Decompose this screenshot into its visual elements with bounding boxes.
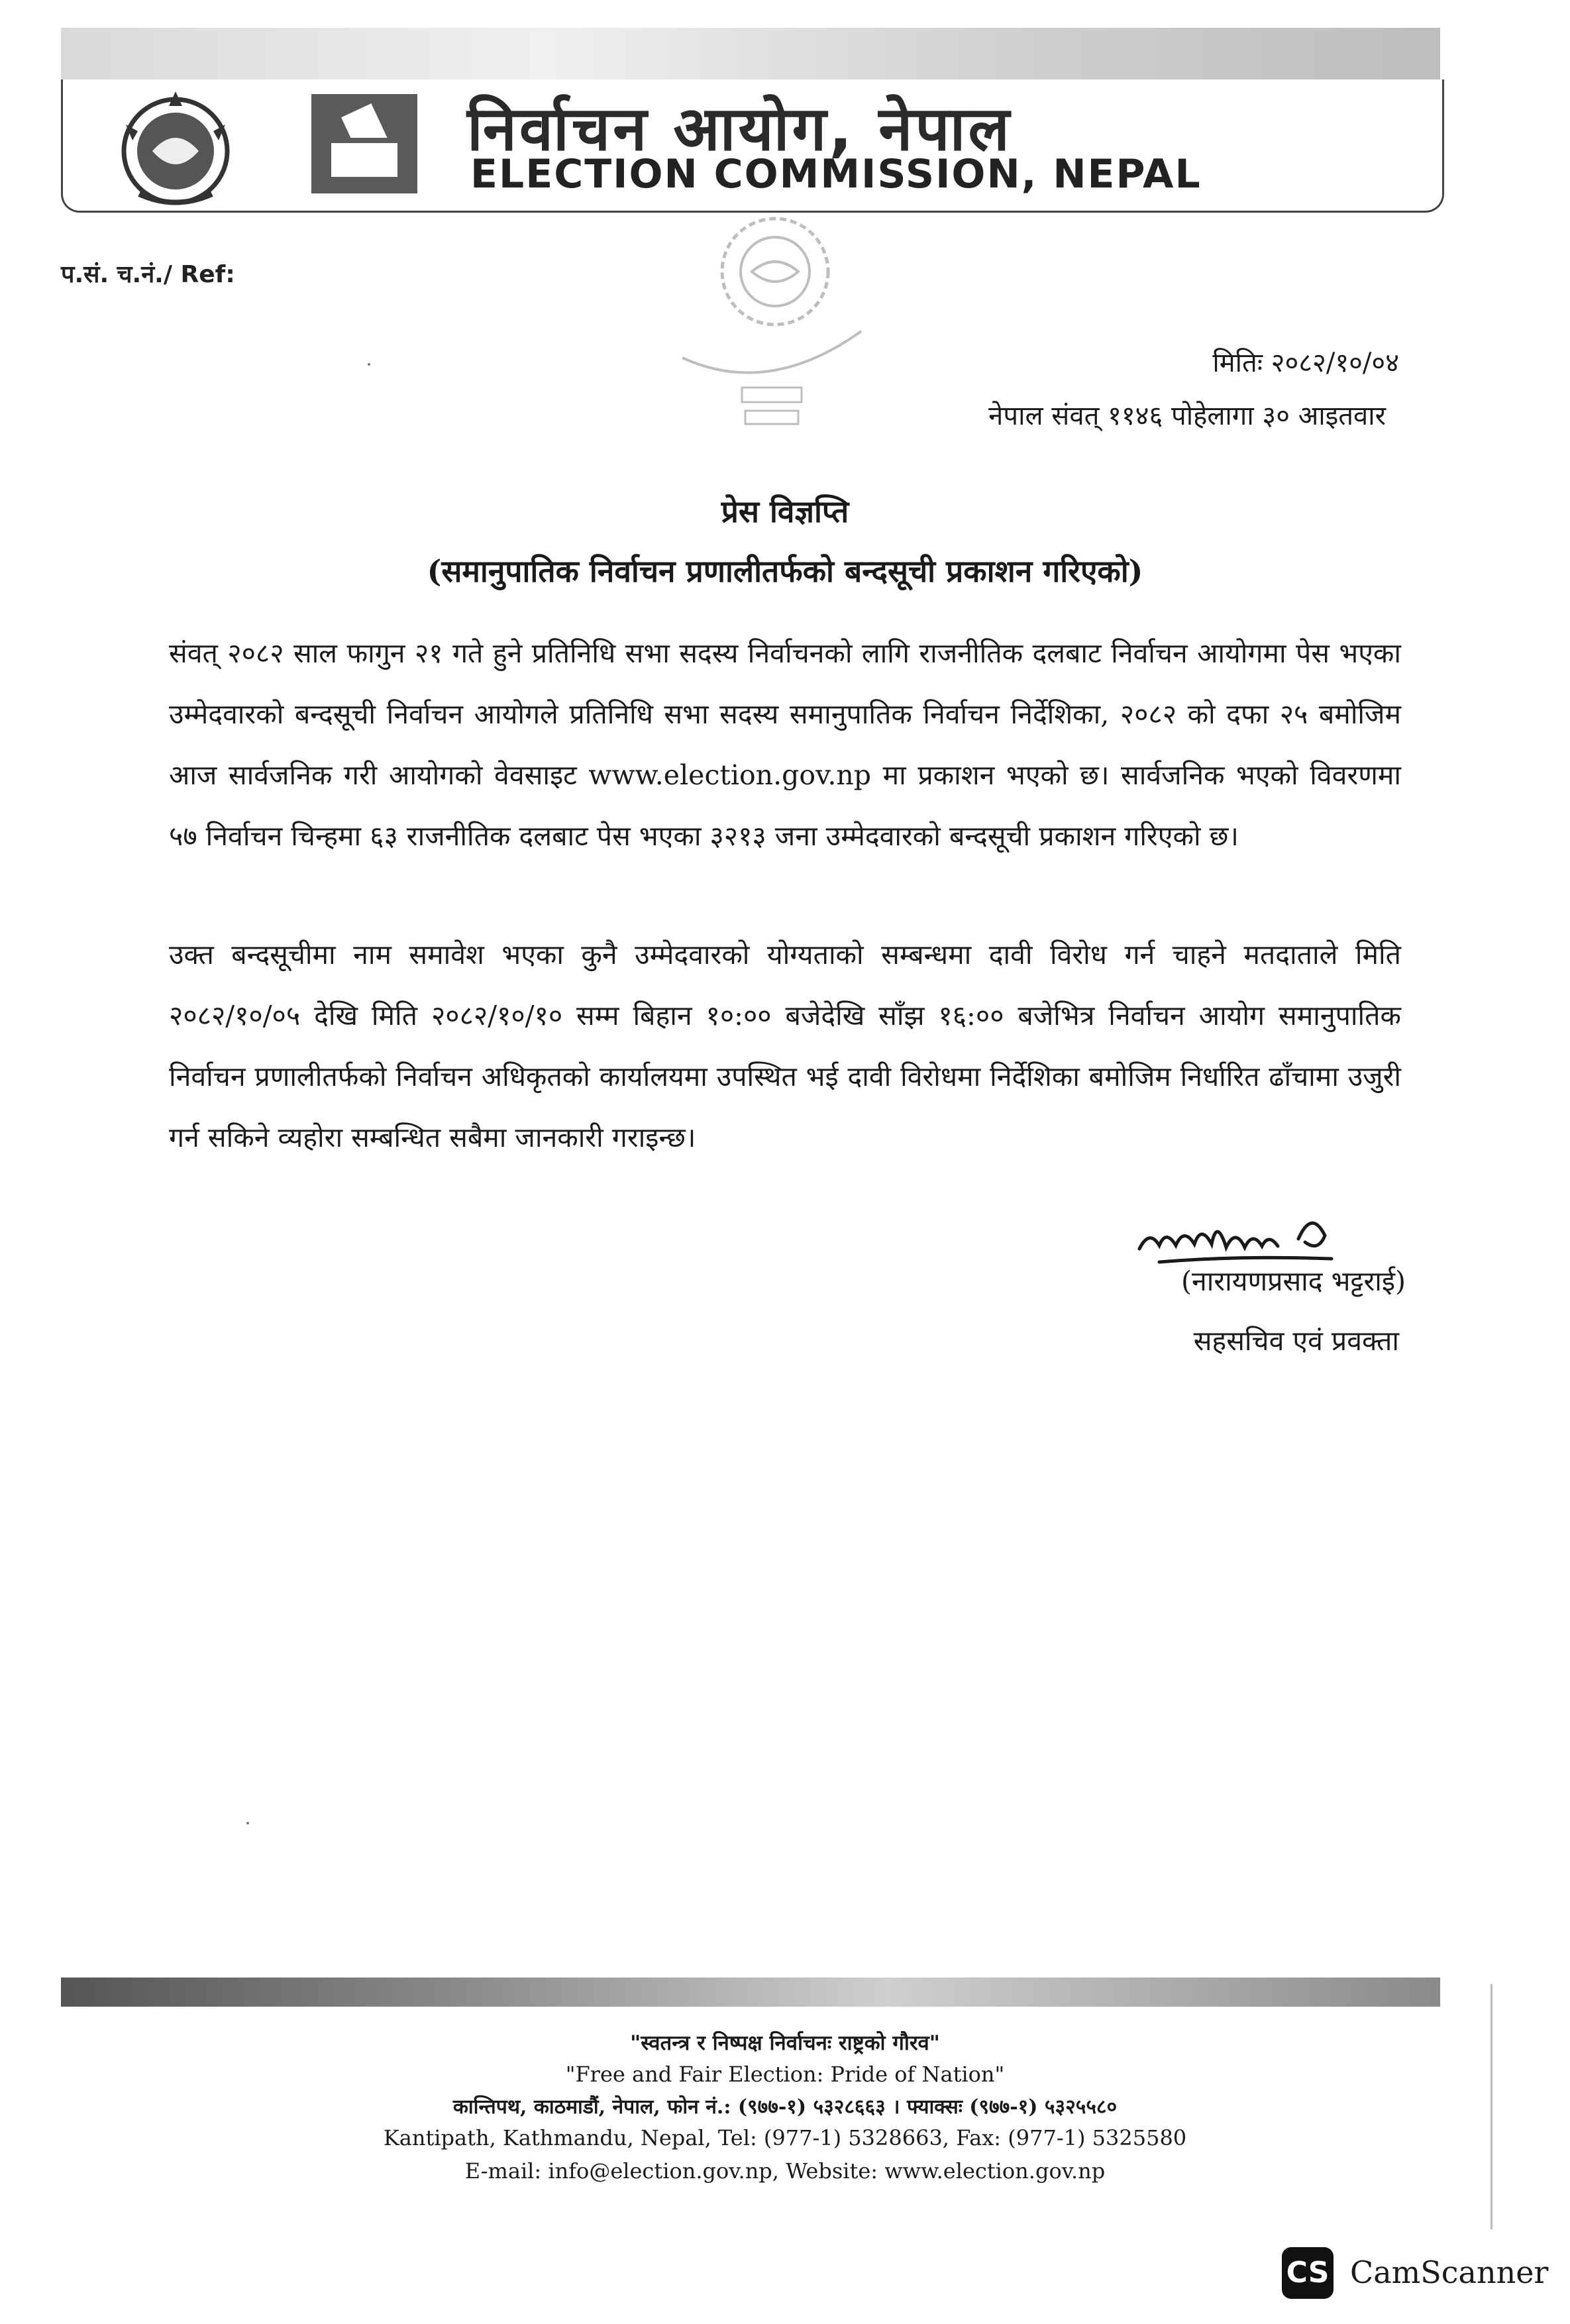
footer-contact: E-mail: info@election.gov.np, Website: www.election.gov.np — [464, 2158, 1106, 2184]
camscanner-logo-icon: CS — [1282, 2247, 1334, 2299]
footer-gradient-band — [61, 1978, 1440, 2007]
nepal-samvat-date: नेपाल संवत् ११४६ पोहेलागा ३० आइतवार — [988, 401, 1386, 431]
footer-address-nepali: कान्तिपथ, काठमाडौं, नेपाल, फोन नं.: (९७७-१) ५३२८६६३ । फ्याक्सः (९७७-१) ५३२५५८० — [452, 2095, 1118, 2119]
commission-title-nepali: निर्वाचन आयोग, नेपाल — [467, 93, 1012, 164]
ballot-box-logo-icon — [311, 94, 417, 193]
footer-slogan-english: "Free and Fair Election: Pride of Nation" — [565, 2062, 1005, 2087]
issue-date: मितिः २०८२/१०/०४ — [1212, 348, 1399, 378]
body-paragraph-2: उक्त बन्दसूचीमा नाम समावेश भएका कुनै उम्मेदवारको योग्यताको सम्बन्धमा दावी विरोध गर्न चाहने मतदाताले मिति २०८२/१०/०५ देखि मिति २०८२/१०/१० सम्म बिहान १०:०० बजेदेखि साँझ १६:०० बजेभित्र निर्वाचन आयोग समानुपातिक निर्वाचन प्रणालीतर्फको निर्वाचन अधिकृतको कार्यालयमा उपस्थित भई दावी विरोधमा निर्देशिका बमोजिम निर्धारित ढाँचामा उजुरी गर्न सकिने व्यहोरा सम्बन्धित सबैमा जानकारी गराइन्छ। — [169, 939, 1401, 1153]
nepal-emblem-icon — [113, 85, 238, 211]
signatory-designation: सहसचिव एवं प्रवक्ता — [1193, 1325, 1399, 1357]
commission-title-english: ELECTION COMMISSION, NEPAL — [470, 151, 1202, 197]
signatory-name: (नारायणप्रसाद भट्टराई) — [1180, 1265, 1406, 1297]
camscanner-label: CamScanner — [1350, 2254, 1549, 2290]
scan-speck — [368, 363, 370, 366]
header-gradient-band — [61, 28, 1440, 79]
reference-number-label: प.सं. च.नं./ Ref: — [61, 261, 235, 288]
footer-address-english: Kantipath, Kathmandu, Nepal, Tel: (977-1) 5328663, Fax: (977-1) 5325580 — [383, 2125, 1187, 2150]
official-seal-icon — [656, 205, 874, 444]
press-release-subject: (समानुपातिक निर्वाचन प्रणालीतर्फको बन्दसूची प्रकाशन गरिएको) — [427, 553, 1143, 589]
press-release-heading: प्रेस विज्ञप्ति — [721, 494, 849, 529]
body-paragraph-1: संवत् २०८२ साल फागुन २१ गते हुने प्रतिनिधि सभा सदस्य निर्वाचनको लागि राजनीतिक दलबाट निर्वाचन आयोगमा पेस भएका उम्मेदवारको बन्दसूची निर्वाचन आयोगले प्रतिनिधि सभा सदस्य समानुपातिक निर्वाचन निर्देशिका, २०८२ को दफा २५ बमोजिम आज सार्वजनिक गरी आयोगको वेवसाइट www.election.gov.np मा प्रकाशन भएको छ। सार्वजनिक भएको विवरणमा ५७ निर्वाचन चिन्हमा ६३ राजनीतिक दलबाट पेस भएका ३२१३ जना उम्मेदवारको बन्दसूची प्रकाशन गरिएको छ। — [169, 637, 1401, 852]
footer-slogan-nepali: "स्वतन्त्र र निष्पक्ष निर्वाचनः राष्ट्रको गौरव" — [630, 2031, 940, 2055]
scan-speck — [246, 1822, 249, 1824]
